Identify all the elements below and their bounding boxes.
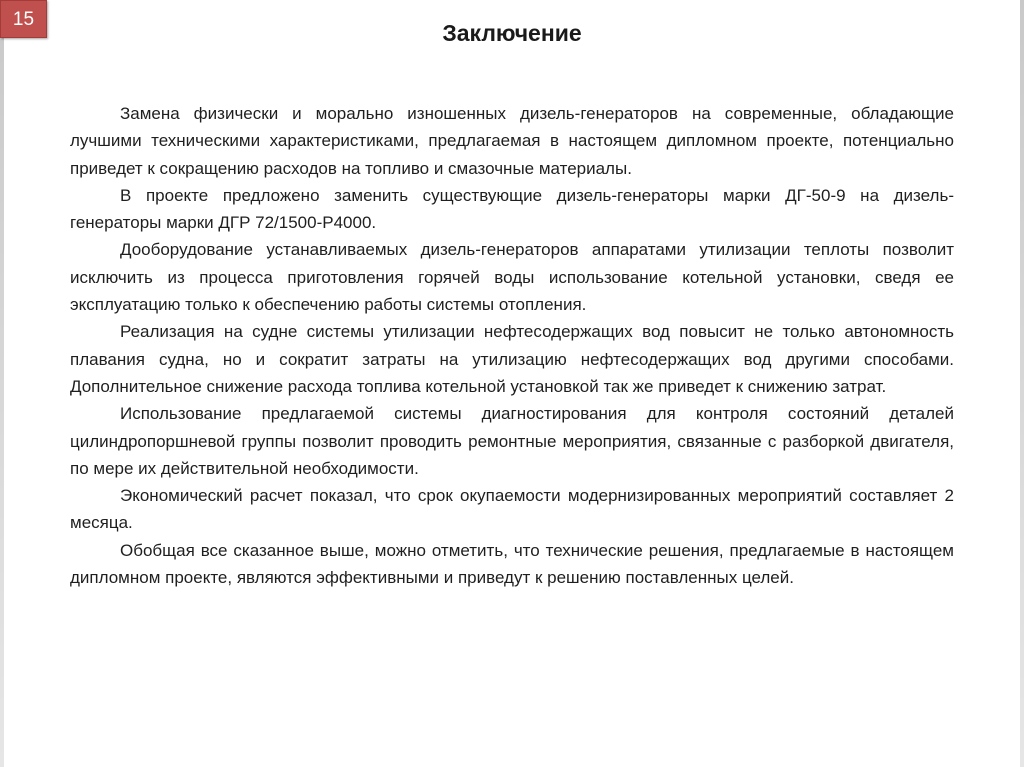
paragraph: Замена физически и морально изношенных дизель-генераторов на современные, обладающие лучшими техническими характеристиками, предлагаемая в настоящем дипломном проекте, потенциально приведет к сокращению расходов на топливо и смазочные материалы. xyxy=(70,104,954,178)
slide-frame-left xyxy=(0,0,4,767)
paragraph: Экономический расчет показал, что срок окупаемости модернизированных мероприятий составляет 2 месяца. xyxy=(70,486,954,533)
slide-title: Заключение xyxy=(442,20,582,46)
slide-number-badge: 15 xyxy=(0,0,47,38)
paragraph: Обобщая все сказанное выше, можно отметить, что технические решения, предлагаемые в настоящем дипломном проекте, являются эффективными и приведут к решению поставленных целей. xyxy=(70,540,954,588)
paragraph: В проекте предложено заменить существующие дизель-генераторы марки ДГ-50-9 на дизель-генераторы марки ДГР 72/1500-Р4000. xyxy=(70,185,954,233)
paragraph: Реализация на судне системы утилизации нефтесодержащих вод повысит не только автономность плавания судна, но и сократит затраты на утилизацию нефтесодержащих вод другими способами. Дополнительное снижение расхода топлива котельной установкой так же приведет к снижению затрат. xyxy=(70,322,954,396)
slide-frame-right xyxy=(1020,0,1024,767)
paragraph: Дооборудование устанавливаемых дизель-генераторов аппаратами утилизации теплоты позволит исключить из процесса приготовления горячей воды использование котельной установки, сведя ее эксплуатацию только к обеспечению работы системы отопления. xyxy=(70,240,954,315)
conclusion-body xyxy=(70,100,954,591)
paragraph: Использование предлагаемой системы диагностирования для контроля состояний деталей цилиндропоршневой группы позволит проводить ремонтные мероприятия, связанные с разборкой двигателя, по мере их действительной необходимости. xyxy=(70,404,954,478)
